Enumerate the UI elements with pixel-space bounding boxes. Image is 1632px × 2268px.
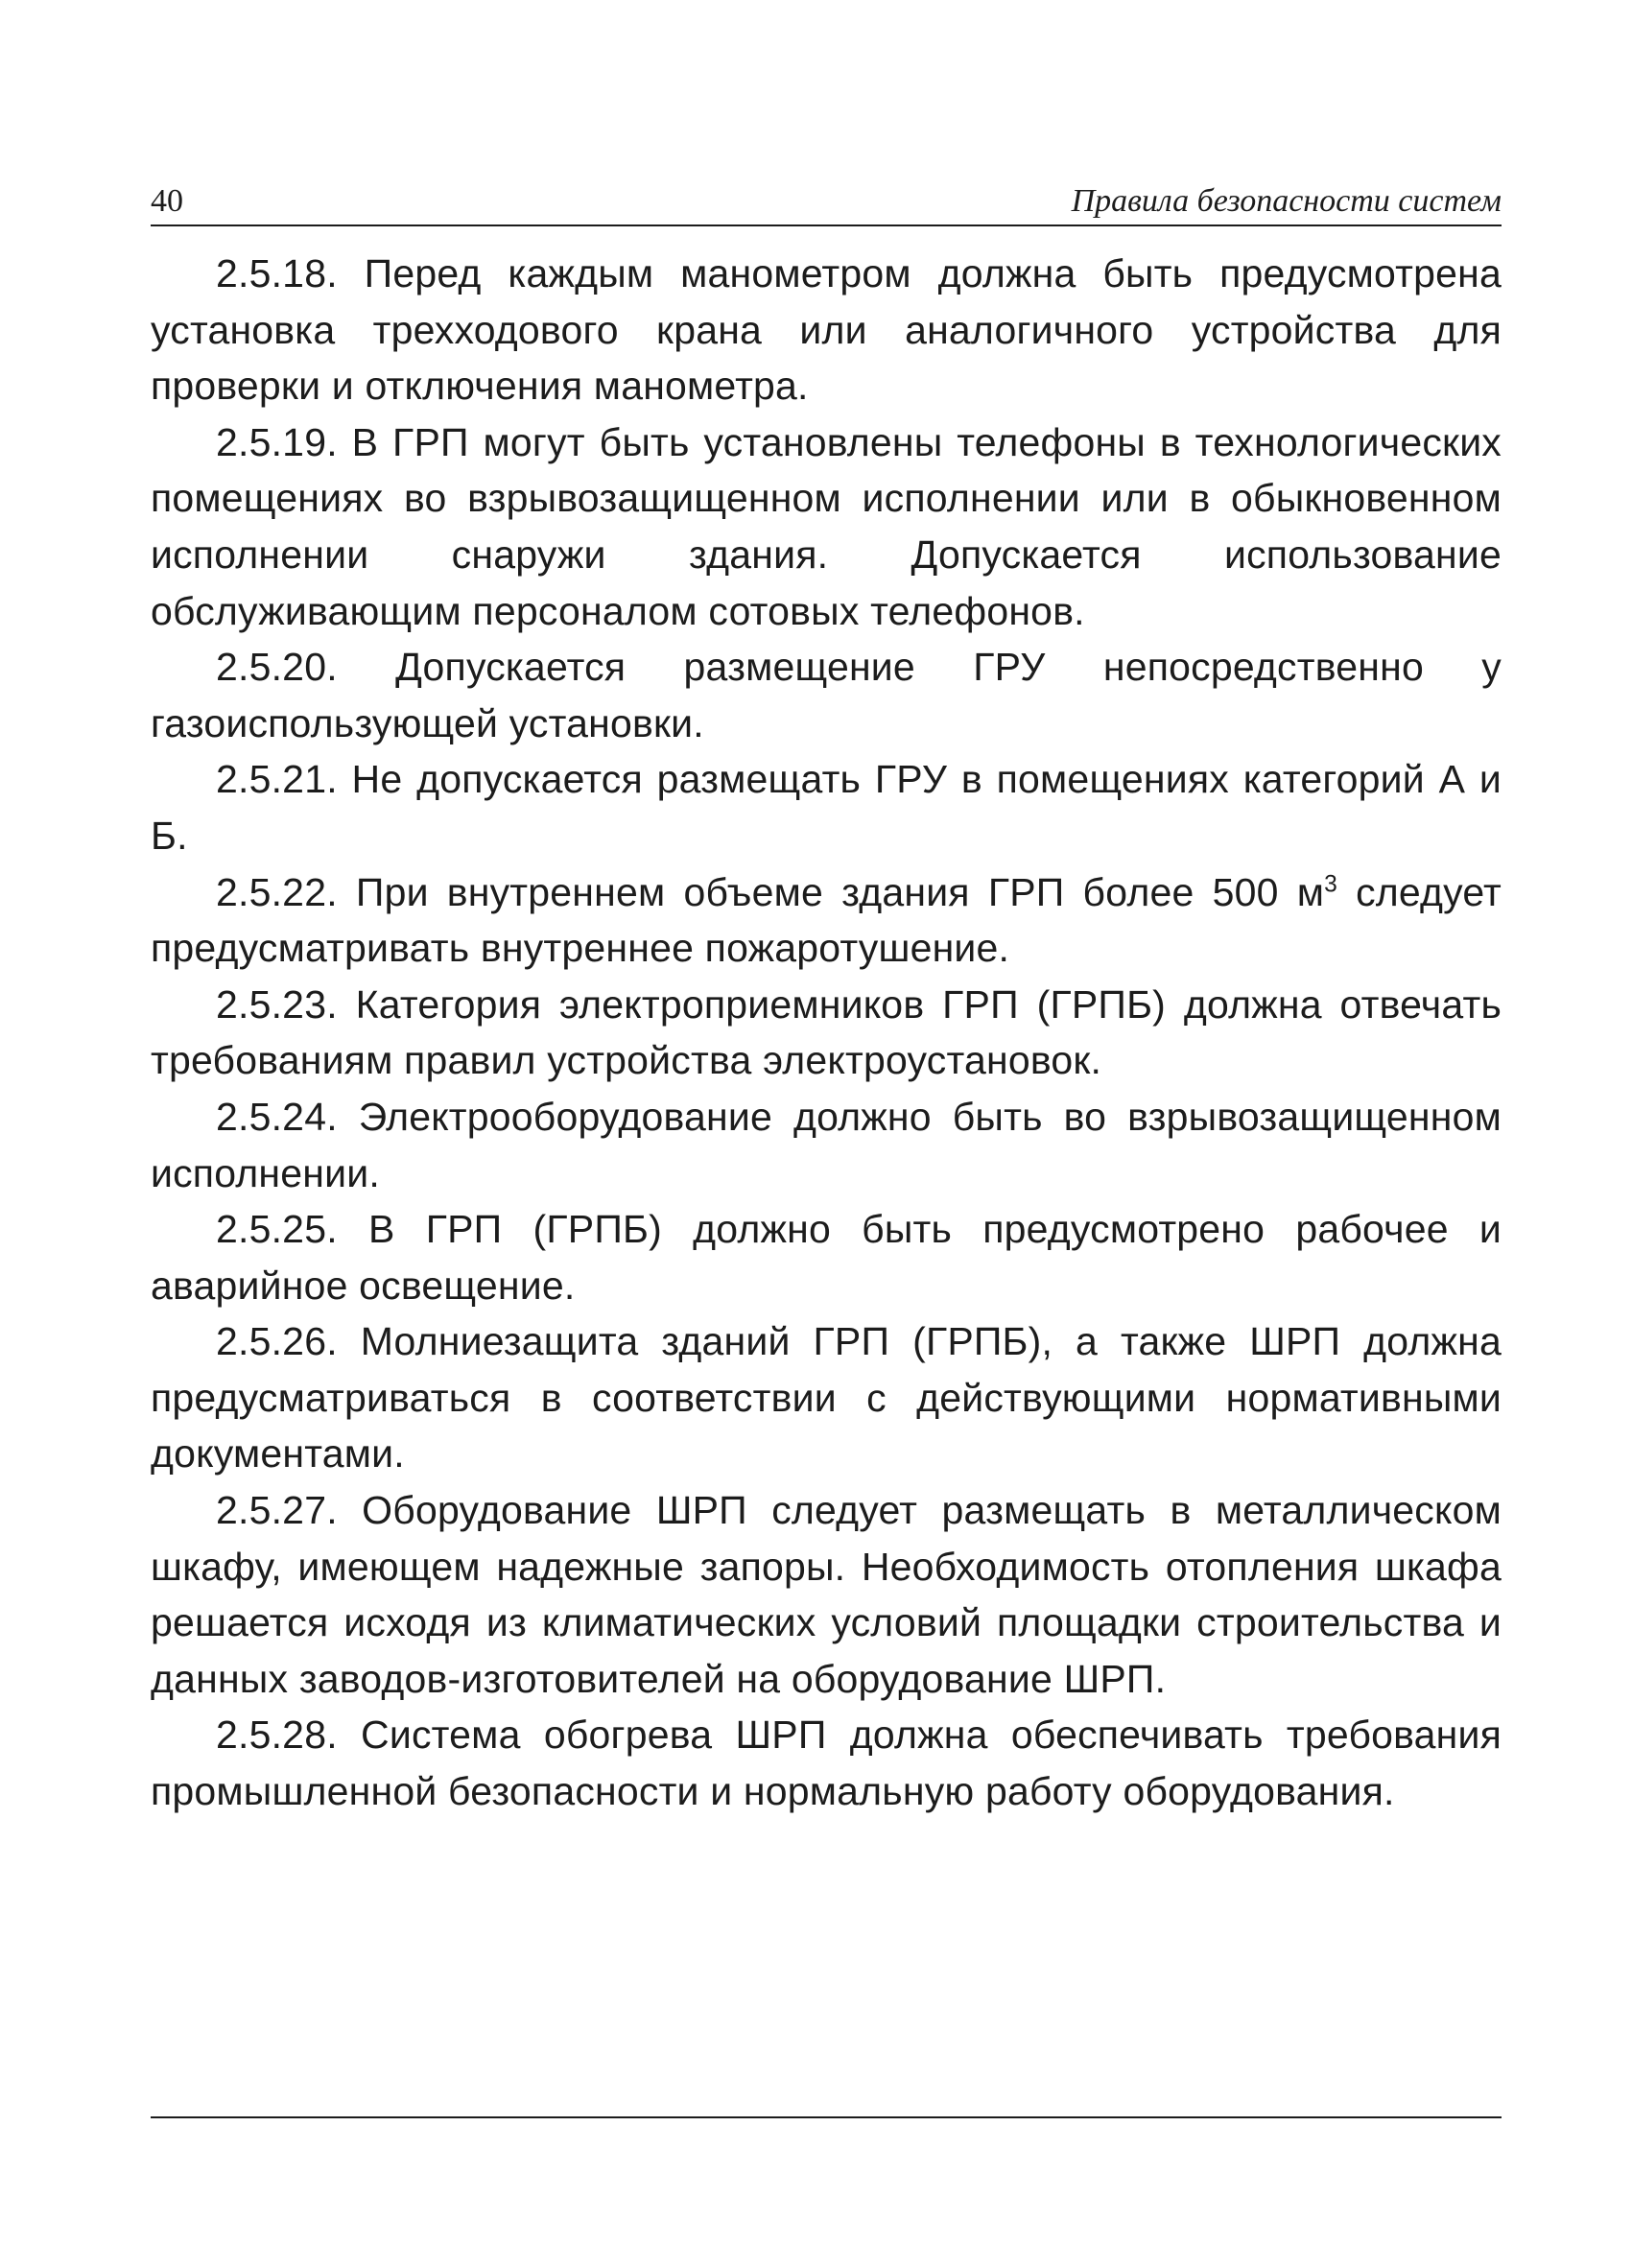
paragraph-2-5-18: 2.5.18. Перед каждым манометром должна быть предусмотрена установка трехходового крана или аналогичного устройства для проверки и отключения манометра. xyxy=(151,251,1502,409)
body-text xyxy=(151,246,1502,1820)
paragraph-2-5-26: 2.5.26. Молниезащита зданий ГРП (ГРПБ), а также ШРП должна предусматриваться в соответствии с действующими нормативными документами. xyxy=(151,1319,1502,1477)
paragraph-2-5-22-text-before: 2.5.22. При внутреннем объеме здания ГРП более 500 м xyxy=(216,869,1325,914)
paragraph-2-5-20: 2.5.20. Допускается размещение ГРУ непосредственно у газоиспользующей установки. xyxy=(151,645,1502,745)
paragraph-2-5-22 xyxy=(151,864,1502,977)
cubic-superscript: 3 xyxy=(1324,870,1337,897)
paragraph-2-5-21: 2.5.21. Не допускается размещать ГРУ в помещениях категорий А и Б. xyxy=(151,757,1502,858)
bottom-rule xyxy=(151,2116,1502,2118)
page-header xyxy=(151,180,1502,226)
page-number: 40 xyxy=(151,183,183,219)
paragraph-2-5-28: 2.5.28. Система обогрева ШРП должна обеспечивать требования промышленной безопасности и нормальную работу оборудования. xyxy=(151,1713,1502,1814)
paragraph-2-5-27: 2.5.27. Оборудование ШРП следует размещать в металлическом шкафу, имеющем надежные запоры. Необходимость отопления шкафа решается исходя из климатических условий площадки строительства и данных заводов-изготовителей на оборудование ШРП. xyxy=(151,1488,1502,1701)
paragraph-2-5-25: 2.5.25. В ГРП (ГРПБ) должно быть предусмотрено рабочее и аварийное освещение. xyxy=(151,1207,1502,1308)
running-title: Правила безопасности систем xyxy=(1071,183,1502,219)
paragraph-2-5-19: 2.5.19. В ГРП могут быть установлены телефоны в технологических помещениях во взрывозащищенном исполнении или в обыкновенном исполнении снаружи здания. Допускается использование обслуживающим персоналом сотовых телефонов. xyxy=(151,419,1502,633)
paragraph-2-5-23: 2.5.23. Категория электроприемников ГРП (ГРПБ) должна отвечать требованиям правил устройства электроустановок. xyxy=(151,981,1502,1083)
paragraph-2-5-22-text-after: следует предусматривать внутреннее пожаротушение. xyxy=(151,869,1502,971)
paragraph-2-5-24: 2.5.24. Электрооборудование должно быть во взрывозащищенном исполнении. xyxy=(151,1094,1502,1195)
